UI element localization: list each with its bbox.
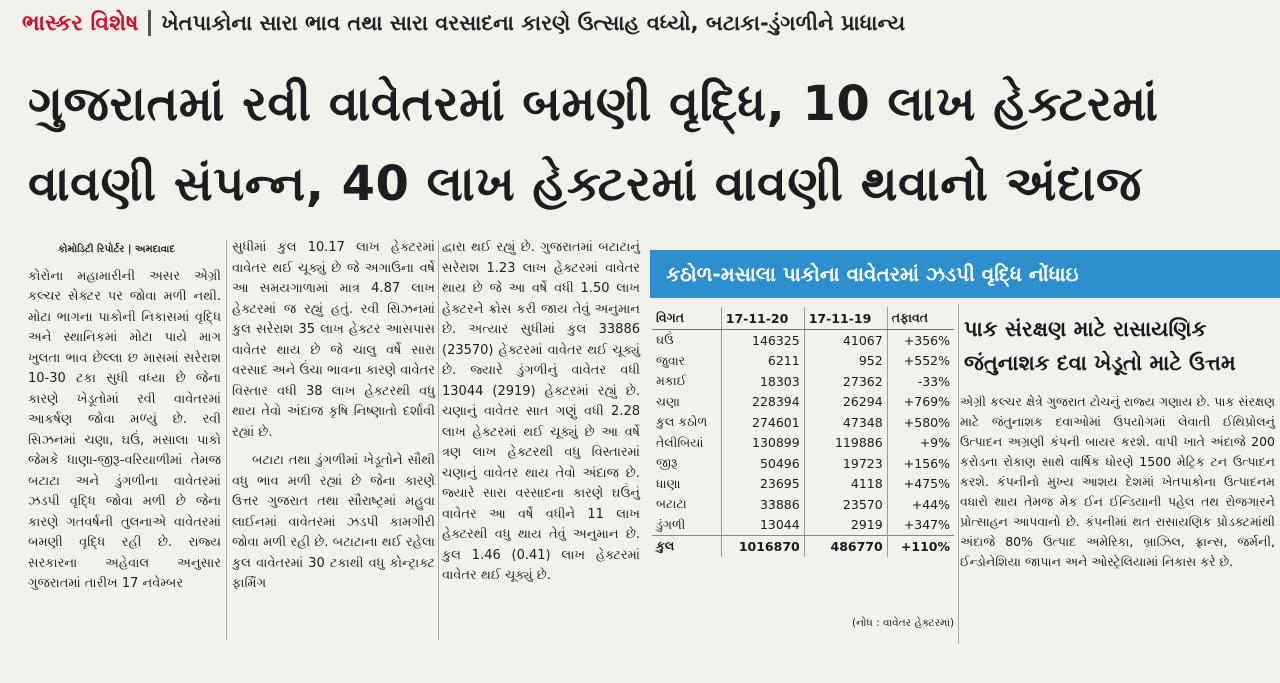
table-cell: બટાટા xyxy=(652,494,721,515)
table-cell: +356% xyxy=(903,332,950,348)
table-cell: +156% xyxy=(903,455,950,471)
table-row xyxy=(652,351,954,372)
table-cell: +347% xyxy=(903,517,950,533)
article-column-3 xyxy=(442,238,640,587)
table-cell: 4118 xyxy=(804,474,887,495)
table-cell: 13044 xyxy=(721,515,804,536)
table-cell: +552% xyxy=(903,353,950,369)
table-row xyxy=(652,371,954,392)
table-note: (નોંધ : વાવેતર હેક્ટરમાં) xyxy=(852,617,955,629)
column-2-text-b: બટાટા તથા ડુંગળીમાં ખેડૂતોને સૌથી વધુ ભાવ મળી રહ્યાં છે જેના કારણે ઉત્તર ગુજરાત તથા સૌરાષ્ટ્રમાં મહુવા લાઈનમાં વાવેતરમાં ઝડપી કામગીરી જોવા મળી રહી છે. બટાટાના થઈ રહેલા કુલ વાવેતરમાં 30 ટકાથી વધુ કોન્ટ્રાક્ટ ફાર્મિંગ xyxy=(232,453,435,591)
headline-line-1: ગુજરાતમાં રવી વાવેતરમાં બમણી વૃદ્ધિ, 10 લાખ હેક્ટરમાં xyxy=(28,76,1159,132)
table-cell: 27362 xyxy=(804,371,887,392)
table-header: તફાવત xyxy=(887,307,954,330)
table-cell: 41067 xyxy=(804,330,887,351)
table-cell: 1016870 xyxy=(721,536,804,557)
table-cell: 2919 xyxy=(804,515,887,536)
table-cell: 274601 xyxy=(721,412,804,433)
column-divider xyxy=(226,240,227,640)
byline: કોમોડિટી રિપોર્ટર | અમદાવાદ xyxy=(58,244,175,255)
table-cell: 50496 xyxy=(721,453,804,474)
table-cell: કુલ xyxy=(652,536,721,557)
table-cell: 47348 xyxy=(804,412,887,433)
table-cell: ઘઉં xyxy=(652,330,721,351)
table-row xyxy=(652,453,954,474)
table-cell: ધાણા xyxy=(652,474,721,495)
side-story-title: પાક સંરક્ષણ માટે રાસાયણિક જંતુનાશક દવા ખેડૂતો માટે ઉત્તમ xyxy=(964,317,1236,375)
table-header: 17-11-20 xyxy=(721,307,804,330)
table-row xyxy=(652,330,954,351)
table-cell: 146325 xyxy=(721,330,804,351)
headline-line-2: વાવણી સંપન્ન, 40 લાખ હેક્ટરમાં વાવણી થવાનો અંદાજ xyxy=(28,156,1142,212)
table-cell: -33% xyxy=(917,373,950,389)
table-cell: 18303 xyxy=(721,371,804,392)
table-cell: તેલીબિયાં xyxy=(652,433,721,454)
box-title: કઠોળ-મસાલા પાકોના વાવેતરમાં ઝડપી વૃદ્ધિ નોંધાઇ xyxy=(650,250,1280,298)
table-cell: 6211 xyxy=(721,351,804,372)
table-cell: +580% xyxy=(903,414,950,430)
table-cell: મકાઈ xyxy=(652,371,721,392)
table-cell: +9% xyxy=(919,435,950,451)
table-row xyxy=(652,494,954,515)
table-cell: 119886 xyxy=(804,433,887,454)
table-cell: કુલ કઠોળ xyxy=(652,412,721,433)
section-brand: ભાસ્કર વિશેષ xyxy=(22,10,139,36)
table-row xyxy=(652,433,954,454)
table-row xyxy=(652,392,954,413)
table-cell: 33886 xyxy=(721,494,804,515)
column-divider xyxy=(438,240,439,640)
table-header: વિગત xyxy=(652,307,721,330)
table-cell: 23570 xyxy=(804,494,887,515)
table-cell: +110% xyxy=(887,536,954,557)
column-1-text: કોરોના મહામારીની અસર એગ્રી કલ્ચર સેક્ટર પર જોવા મળી નથી. મોટા ભાગના પાકોની નિકાસમાં વૃદ્ધિ અને સ્થાનિકમાં મોટા પાયે માગ ખુલતા ભાવ છેલ્લા છ માસમાં સરેરાશ 10-30 ટકા સુધી વધ્યા છે જેના કારણે ખેડૂતોમાં રવી વાવેતરમાં આકર્ષણ જોવા મળ્યું છે. રવી સિઝનમાં ચણા, ઘઉં, મસાલા પાકો જેમકે ધાણા-જીરૂ-વરિયાળીમાં તેમજ બટાટા અને ડુંગળીના વાવેતરમાં ઝડપી વૃદ્ધિ જોવા મળી છે જેના કારણે ગતવર્ષની તુલનાએ વાવેતરમાં બમણી વૃદ્ધિ રહી છે. રાજ્ય સરકારના અહેવાલ અનુસાર ગુજરાતમાં તારીખ 17 નવેમ્બર xyxy=(28,268,221,591)
table-cell: 228394 xyxy=(721,392,804,413)
table-total-row xyxy=(652,536,954,557)
table-cell: જીરૂ xyxy=(652,453,721,474)
article-column-2 xyxy=(232,238,435,595)
article-column-1 xyxy=(28,240,221,595)
table-row xyxy=(652,474,954,495)
table-header-row xyxy=(652,307,954,330)
side-story-body: એગ્રી કલ્ચર ક્ષેત્રે ગુજરાત ટોચનું રાજ્ય ગણાય છે. પાક સંરક્ષણ માટે જંતુનાશક દવાઓમાં ઉપયોગમાં લેવાતી ઈથિપ્રોલનું ઉત્પાદન અગ્રણી કંપની બાયર કરશે. વાપી ખાતે અંદાજે 200 કરોડના રોકાણ સાથે વાર્ષિક ધોરણે 1500 મેટ્રિક ટન ઉત્પાદન કરશે. કંપનીનો મુખ્ય આશય દેશમાં ખેતપાકોના ઉત્પાદનમ વધારો થાય તેમજ મેક ઈન ઈન્ડિયાની પહેલ તથ રોજગારને પ્રોત્સાહન આપવાનો છે. કંપનીમાં થત રાસાયણિક પ્રોડક્ટમાંથી અંદાજે 80% ઉત્પાદ અમેરિકા, બ્રાઝિલ, ફ્રાન્સ, જર્મની, ઈન્ડોનેશિયા જાપાન અને ઓસ્ટ્રેલિયામાં નિકાસ કરે છે. xyxy=(960,394,1275,569)
headline xyxy=(28,64,1258,224)
table-cell: ડુંગળી xyxy=(652,515,721,536)
kicker: ખેતપાકોના સારા ભાવ તથા સારા વરસાદના કારણે ઉત્સાહ વધ્યો, બટાકા-ડુંગળીને પ્રાધાન્ય xyxy=(161,10,906,35)
table-cell: 486770 xyxy=(804,536,887,557)
table-cell: +44% xyxy=(911,496,950,512)
table-cell: 23695 xyxy=(721,474,804,495)
table-cell: +769% xyxy=(903,394,950,410)
table-header: 17-11-19 xyxy=(804,307,887,330)
table-cell: જુવાર xyxy=(652,351,721,372)
table-cell: 952 xyxy=(804,351,887,372)
column-3-text: દ્વારા થઈ રહ્યું છે. ગુજરાતમાં બટાટાનું સરેરાશ 1.23 લાખ હેક્ટરમાં વાવેતર થાય છે જે આ વર્ષે વધી 1.50 લાખ હેક્ટરને ક્રોસ કરી જાય તેવું અનુમાન છે. અત્યાર સુધીમાં કુલ 33886 (23570) હેક્ટરમાં વાવેતર થઈ ચૂક્યું છે. જ્યારે ડુંગળીનું વાવેતર વધી 13044 (2919) હેક્ટરમાં રહ્યું છે. ચણાનું વાવેતર સાત ગણું વધી 2.28 લાખ હેક્ટરમાં થઈ ચૂક્યું છે આ વર્ષે ત્રણ લાખ હેક્ટરથી વધુ વિસ્તારમાં ચણાનું વાવેતર થાય તેવો અંદાજ છે. જ્યારે સારા વરસાદના કારણે ઘઉંનું વાવેતર આ વર્ષે વધીને 11 લાખ હેક્ટરથી વધુ થાય તેવું અનુમાન છે. કુલ 1.46 (0.41) લાખ હેક્ટરમાં વાવેતર થઈ ચૂક્યું છે. xyxy=(442,240,640,583)
section-strip xyxy=(0,0,1280,46)
table-row xyxy=(652,412,954,433)
table-cell: +475% xyxy=(903,476,950,492)
column-divider xyxy=(958,304,959,644)
table-cell: 26294 xyxy=(804,392,887,413)
sowing-table xyxy=(652,307,954,557)
table-row xyxy=(652,515,954,536)
divider xyxy=(148,10,151,36)
table-cell: ચણા xyxy=(652,392,721,413)
table-cell: 130899 xyxy=(721,433,804,454)
column-2-text-a: સુધીમાં કુલ 10.17 લાખ હેક્ટરમાં વાવેતર થઈ ચૂક્યું છે જે અગાઉના વર્ષે આ સમયગાળામાં માત્ર 4.87 લાખ હેક્ટરમાં જ રહ્યું હતું. રવી સિઝનમાં કુલ સરેરાશ 35 લાખ હેક્ટર આસપાસ વાવેતર થાય છે જે ચાલુ વર્ષે સારા વરસાદ અને ઉંચા ભાવના કારણે વાવેતર વિસ્તાર વધી 38 લાખ હેક્ટરથી વધુ થાય તેવો અંદાજ કૃષિ નિષ્ણાતો દર્શાવી રહ્યાં છે. xyxy=(232,240,435,440)
table-cell: 19723 xyxy=(804,453,887,474)
